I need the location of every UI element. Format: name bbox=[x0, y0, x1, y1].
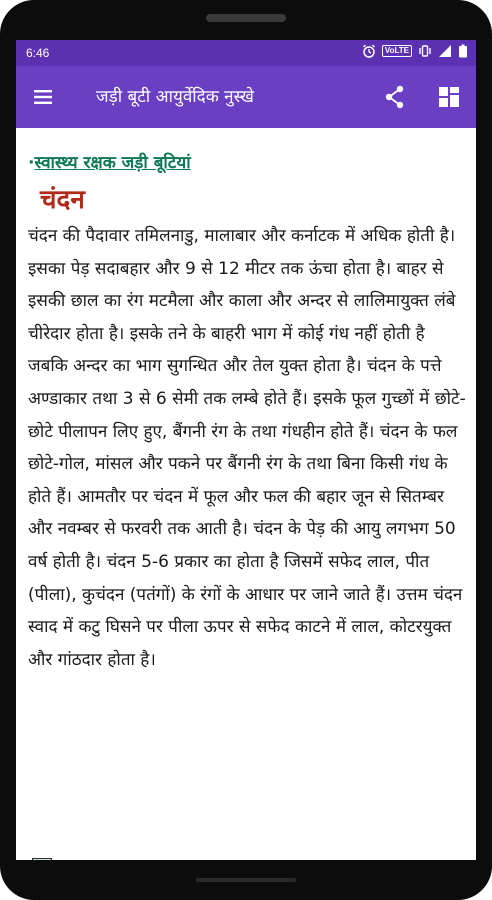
article-content bbox=[16, 128, 476, 860]
bullet-dot: · bbox=[28, 153, 35, 173]
share-icon bbox=[380, 82, 410, 112]
grid-view-button[interactable] bbox=[434, 82, 464, 112]
article-title: चंदन bbox=[40, 185, 85, 215]
battery-icon bbox=[458, 44, 468, 58]
vibrate-icon bbox=[418, 44, 432, 58]
article-body: चंदन की पैदावार तमिलनाडु, मालाबार और कर्नाटक में अधिक होती है। इसका पेड़ सदाबहार और 9 से 12 मीटर तक ऊंचा होता है। बाहर से इसकी छाल का रंग मटमैला और काला और अन्दर से लालिमायुक्त लंबे चीरेदार होता है। इसके तने के बाहरी भाग में कोई गंध नहीं होती है जबकि अन्दर का भाग सुगन्धित और तेल युक्त होता है। चंदन के पत्ते अण्डाकार तथा 3 से 6 सेमी तक लम्बे होते हैं। इसके फूल गुच्छों में छोटे-छोटे पीलापन लिए हुए, बैंगनी रंग के तथा गंधहीन होते हैं। चंदन के फल छोटे-गोल, मांसल और पकने पर बैंगनी रंग के तथा बिना किसी गंध के होते हैं। आमतौर पर चंदन में फूल और फल की बहार जून से सितम्बर और नवम्बर से फरवरी तक आती है। चंदन के पेड़ की आयु लगभग 50 वर्ष होती है। चंदन 5-6 प्रकार का होता है जिसमें सफेद लाल, पीत (पीला), कुचंदन (पतंगों) के रंगों के आधार पर जाने जाते हैं। उत्तम चंदन स्वाद में कटु घिसने पर पीला ऊपर से सफेद काटने में लाल, कोटरयुक्त और गांठदार होता है। bbox=[28, 226, 466, 670]
status-time: 6:46 bbox=[26, 46, 50, 60]
grid-view-icon bbox=[434, 82, 464, 112]
section-link-label[interactable]: स्वास्थ्य रक्षक जड़ी बूटियां bbox=[34, 153, 191, 173]
hamburger-menu-icon bbox=[30, 83, 58, 111]
signal-icon bbox=[438, 44, 452, 58]
status-bar bbox=[16, 40, 476, 66]
share-button[interactable] bbox=[380, 82, 410, 112]
earpiece-speaker bbox=[206, 14, 286, 22]
app-title: जड़ी बूटी आयुर्वेदिक नुस्खे bbox=[96, 87, 254, 107]
alarm-icon bbox=[362, 44, 376, 58]
volte-badge: VoLTE bbox=[382, 45, 412, 57]
app-bar bbox=[16, 66, 476, 128]
bottom-bezel-mark bbox=[196, 878, 296, 882]
checkbox[interactable] bbox=[32, 858, 52, 860]
app-screen bbox=[16, 40, 476, 860]
section-link[interactable] bbox=[28, 150, 191, 173]
status-icons bbox=[362, 44, 468, 58]
menu-button[interactable] bbox=[30, 83, 58, 111]
